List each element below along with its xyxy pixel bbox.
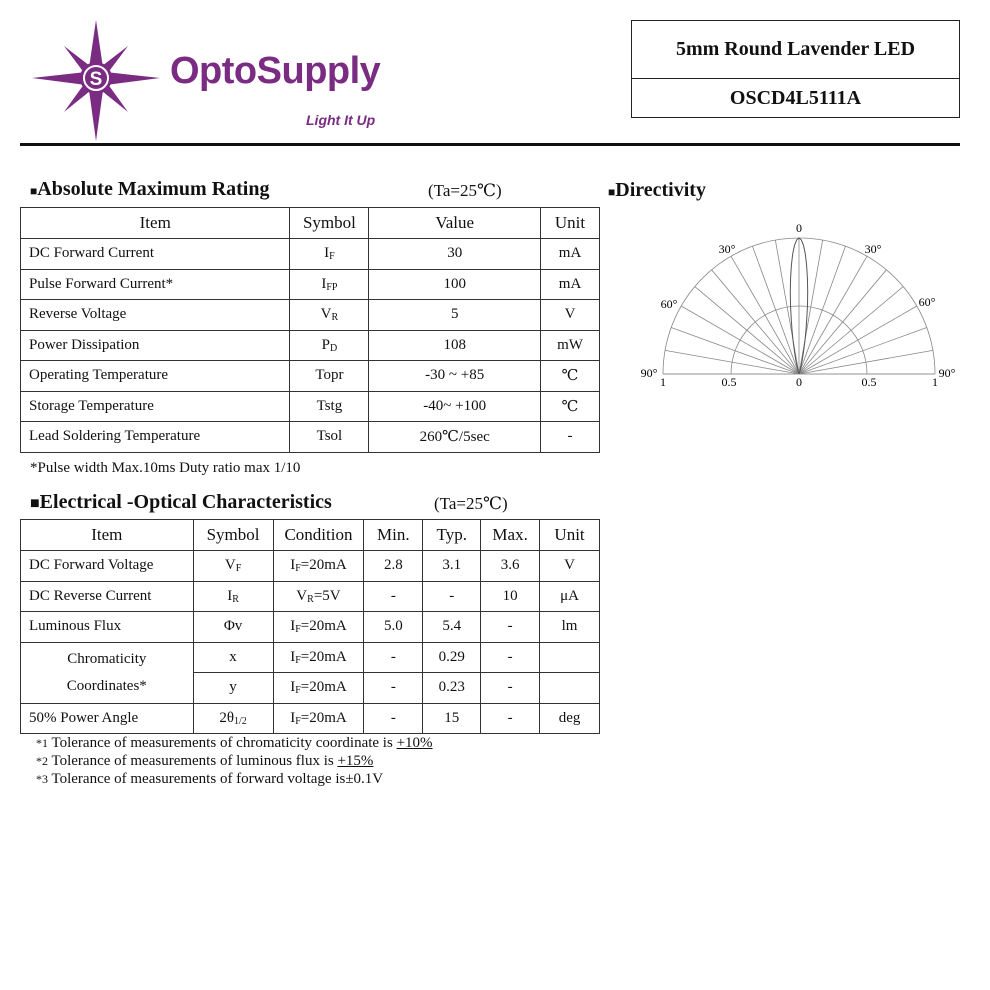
amr-unit: ℃ [541, 391, 600, 422]
amr-item: Power Dissipation [21, 330, 290, 361]
eoc-header-condition: Condition [273, 520, 364, 551]
eoc-symbol [193, 581, 273, 612]
eoc-header-unit: Unit [540, 520, 600, 551]
eoc-title-text: Electrical -Optical Characteristics [39, 491, 332, 513]
directivity-title-text: Directivity [615, 179, 706, 201]
radial-label-1-left: 1 [660, 375, 666, 389]
eoc-condition: (Ta=25℃) [434, 494, 508, 513]
eoc-unit [540, 642, 600, 673]
eoc-section-title: ■Electrical -Optical Characteristics [30, 491, 332, 513]
eoc-table-row [21, 581, 600, 612]
amr-value: 30 [369, 239, 541, 270]
eoc-note [36, 752, 433, 770]
eoc-header-row [21, 520, 600, 551]
amr-footnote: *Pulse width Max.10ms Duty ratio max 1/10 [30, 460, 301, 476]
radial-label-0.5-left: 0.5 [721, 375, 737, 389]
amr-item: DC Forward Current [21, 239, 290, 270]
eoc-symbol [193, 673, 273, 704]
eoc-max: - [481, 703, 540, 734]
eoc-item-chromaticity [21, 642, 194, 703]
eoc-typ: 5.4 [423, 612, 481, 643]
eoc-cond-rest: =20mA [300, 679, 347, 696]
eoc-cond-sub: F [295, 624, 301, 636]
eoc-symbol [193, 612, 273, 643]
eoc-item-line1: Chromaticity [67, 650, 147, 667]
eoc-cond-sub: F [295, 685, 301, 697]
eoc-table-row [21, 703, 600, 734]
eoc-notes [36, 734, 433, 788]
amr-value: -30 ~ +85 [369, 361, 541, 392]
amr-table-row [21, 391, 600, 422]
svg-text:S: S [89, 69, 103, 90]
amr-header-symbol: Symbol [290, 208, 369, 239]
eoc-item: Luminous Flux [21, 612, 194, 643]
angle-label-90-left: 90° [640, 366, 658, 380]
amr-symbol-sub: FP [326, 281, 338, 293]
amr-symbol-sub: D [329, 342, 338, 354]
eoc-condition [273, 612, 364, 643]
amr-title-text: Absolute Maximum Rating [37, 178, 270, 200]
note-text: Tolerance of measurements of luminous flux is [51, 753, 338, 769]
angle-label-60-left: 60° [660, 297, 678, 311]
eoc-symbol-text: y [229, 679, 237, 696]
eoc-condition [273, 551, 364, 582]
eoc-header-item: Item [21, 520, 194, 551]
eoc-condition [273, 703, 364, 734]
eoc-symbol-text: I [227, 587, 233, 604]
eoc-symbol-text: Φv [223, 618, 243, 635]
amr-section-title: ■Absolute Maximum Rating [30, 178, 270, 200]
amr-symbol-text: Tsol [316, 428, 343, 445]
note-mark: *3 [36, 772, 48, 786]
eoc-typ: 0.29 [423, 642, 481, 673]
amr-item: Operating Temperature [21, 361, 290, 392]
amr-symbol [290, 269, 369, 300]
eoc-cond-sub: F [295, 654, 301, 666]
eoc-symbol-sub: F [235, 563, 242, 575]
amr-symbol-text: I [321, 275, 327, 292]
eoc-note [36, 734, 433, 752]
amr-header-value: Value [369, 208, 541, 239]
note-value: ±0.1V [345, 771, 384, 787]
eoc-item-line2: Coordinates* [66, 677, 147, 694]
amr-item: Reverse Voltage [21, 300, 290, 331]
amr-table-row [21, 300, 600, 331]
eoc-typ: 15 [423, 703, 481, 734]
eoc-symbol-text: V [224, 557, 236, 574]
amr-unit: ℃ [541, 361, 600, 392]
header-divider [20, 143, 960, 146]
eoc-unit [540, 673, 600, 704]
eoc-typ: 0.23 [423, 673, 481, 704]
eoc-cond-text: I [290, 709, 296, 726]
star-s-logo-icon [30, 18, 170, 143]
eoc-symbol-sub: R [232, 593, 239, 605]
amr-item: Pulse Forward Current* [21, 269, 290, 300]
eoc-unit: deg [540, 703, 600, 734]
amr-header-row [21, 208, 600, 239]
eoc-cond-text: I [290, 618, 296, 635]
eoc-cond-text: V [296, 587, 308, 604]
eoc-symbol [193, 703, 273, 734]
amr-symbol-text: V [320, 306, 332, 323]
eoc-min: 5.0 [364, 612, 423, 643]
amr-value: 108 [369, 330, 541, 361]
eoc-symbol [193, 642, 273, 673]
eoc-max: - [481, 673, 540, 704]
note-mark: *1 [36, 736, 48, 750]
eoc-item: DC Forward Voltage [21, 551, 194, 582]
eoc-note [36, 770, 433, 788]
eoc-table-row [21, 551, 600, 582]
amr-unit: V [541, 300, 600, 331]
brand-tagline: Light It Up [306, 112, 376, 128]
amr-value: 5 [369, 300, 541, 331]
eoc-item: 50% Power Angle [21, 703, 194, 734]
amr-table-row [21, 269, 600, 300]
eoc-max: 10 [481, 581, 540, 612]
eoc-header-max: Max. [481, 520, 540, 551]
amr-header-unit: Unit [541, 208, 600, 239]
eoc-table-row [21, 612, 600, 643]
eoc-typ: - [423, 581, 481, 612]
amr-item: Storage Temperature [21, 391, 290, 422]
eoc-item: DC Reverse Current [21, 581, 194, 612]
brand-name: OptoSupply [170, 50, 381, 92]
amr-item: Lead Soldering Temperature [21, 422, 290, 453]
amr-unit: - [541, 422, 600, 453]
eoc-symbol-text: x [229, 648, 237, 665]
eoc-cond-rest: =5V [313, 587, 341, 604]
eoc-cond-rest: =20mA [300, 618, 347, 635]
eoc-header-symbol: Symbol [193, 520, 273, 551]
amr-symbol [290, 239, 369, 270]
eoc-min: - [364, 703, 423, 734]
eoc-header-typ: Typ. [423, 520, 481, 551]
eoc-cond-rest: =20mA [300, 557, 347, 574]
eoc-table-row [21, 642, 600, 673]
amr-value: -40~ +100 [369, 391, 541, 422]
eoc-cond-rest: =20mA [300, 709, 347, 726]
amr-symbol-text: Topr [315, 367, 344, 384]
eoc-cond-text: I [290, 648, 296, 665]
eoc-symbol-sub: 1/2 [234, 715, 247, 727]
eoc-max: - [481, 612, 540, 643]
eoc-cond-text: I [290, 679, 296, 696]
angle-label-90-right: 90° [938, 366, 956, 380]
amr-symbol [290, 422, 369, 453]
eoc-cond-sub: F [295, 563, 301, 575]
angle-label-30-left: 30° [718, 242, 736, 256]
note-mark: *2 [36, 754, 48, 768]
eoc-condition [273, 581, 364, 612]
eoc-min: - [364, 673, 423, 704]
eoc-max: 3.6 [481, 551, 540, 582]
eoc-table [20, 519, 600, 734]
angle-label-0: 0 [796, 221, 802, 235]
amr-value: 100 [369, 269, 541, 300]
eoc-max: - [481, 642, 540, 673]
amr-header-item: Item [21, 208, 290, 239]
amr-symbol-text: Tstg [316, 397, 343, 414]
eoc-unit: lm [540, 612, 600, 643]
radial-label-1-right: 1 [932, 375, 938, 389]
note-value: +15% [337, 753, 374, 769]
eoc-header-min: Min. [364, 520, 423, 551]
eoc-symbol [193, 551, 273, 582]
note-text: Tolerance of measurements of forward voltage is [51, 771, 346, 787]
amr-symbol-text: P [321, 336, 330, 353]
amr-value: 260℃/5sec [369, 422, 541, 453]
directivity-section-title: ■Directivity [608, 179, 706, 201]
amr-symbol [290, 300, 369, 331]
product-name: 5mm Round Lavender LED [632, 21, 959, 79]
radial-label-0: 0 [796, 375, 802, 389]
amr-symbol-sub: F [329, 251, 335, 263]
amr-symbol-text: I [324, 245, 330, 262]
amr-table [20, 207, 600, 453]
eoc-typ: 3.1 [423, 551, 481, 582]
amr-table-row [21, 422, 600, 453]
amr-symbol-sub: R [331, 312, 339, 324]
eoc-unit: V [540, 551, 600, 582]
eoc-symbol-text: 2θ [219, 709, 234, 726]
amr-symbol [290, 391, 369, 422]
note-text: Tolerance of measurements of chromaticity coordinate is [51, 735, 397, 751]
optosupply-logo [30, 18, 410, 143]
eoc-min: 2.8 [364, 551, 423, 582]
eoc-cond-sub: R [307, 593, 314, 605]
eoc-unit: μA [540, 581, 600, 612]
radial-label-0.5-right: 0.5 [861, 375, 877, 389]
angle-label-60-right: 60° [918, 295, 936, 309]
eoc-cond-text: I [290, 557, 296, 574]
directivity-polar-chart [635, 210, 965, 400]
eoc-condition [273, 642, 364, 673]
angle-label-30-right: 30° [864, 242, 882, 256]
amr-symbol [290, 330, 369, 361]
amr-table-row [21, 239, 600, 270]
amr-table-row [21, 361, 600, 392]
amr-table-row [21, 330, 600, 361]
amr-unit: mW [541, 330, 600, 361]
eoc-condition [273, 673, 364, 704]
eoc-min: - [364, 581, 423, 612]
amr-condition: (Ta=25℃) [428, 181, 502, 200]
product-title-box [631, 20, 960, 118]
amr-symbol [290, 361, 369, 392]
amr-unit: mA [541, 269, 600, 300]
amr-unit: mA [541, 239, 600, 270]
part-number: OSCD4L5111A [729, 86, 862, 109]
eoc-cond-sub: F [295, 715, 301, 727]
eoc-min: - [364, 642, 423, 673]
eoc-cond-rest: =20mA [300, 648, 347, 665]
note-value: +10% [396, 735, 433, 751]
